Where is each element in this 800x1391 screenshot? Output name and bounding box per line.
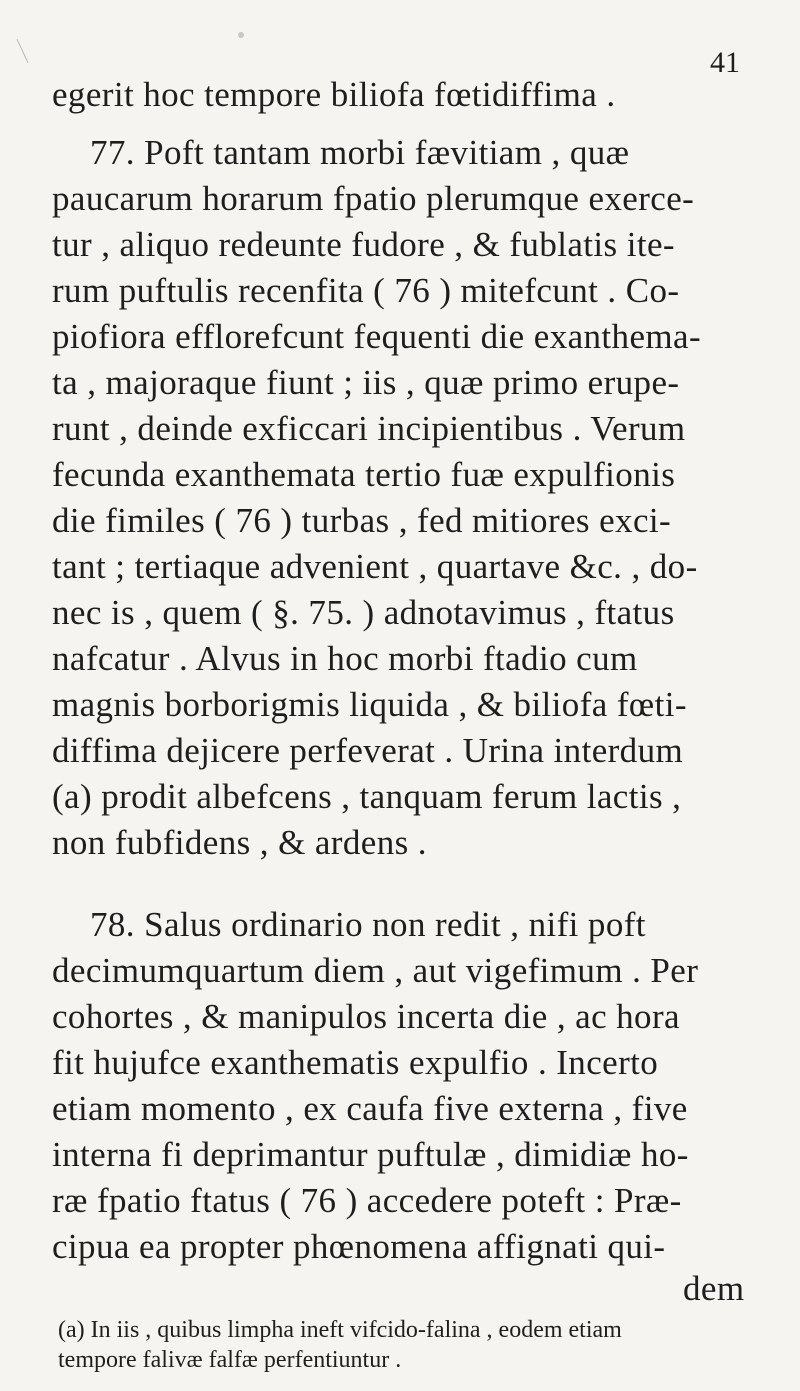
text-line: egerit hoc tempore biliofa fœtidiffima .: [52, 75, 616, 114]
text-line: interna fi deprimantur puftulæ , dimidiæ ho-: [52, 1135, 689, 1174]
text-line: non fubfidens , & ardens .: [52, 823, 427, 862]
text-line: etiam momento , ex caufa five externa , five: [52, 1089, 688, 1128]
text-line: runt , deinde exficcari incipientibus . Verum: [52, 409, 686, 448]
text-line: diffima dejicere perfeverat . Urina interdum: [52, 731, 684, 770]
text-line: die fimiles ( 76 ) turbas , fed mitiores exci-: [52, 501, 672, 540]
text-line: 77. Poft tantam morbi fævitiam , quæ: [90, 133, 630, 172]
text-line: decimumquartum diem , aut vigefimum . Per: [52, 951, 699, 990]
text-line: magnis borborigmis liquida , & biliofa fœti-: [52, 685, 687, 724]
footnote-line: tempore falivæ falfæ perfentiuntur .: [58, 1347, 402, 1373]
catchword: dem: [683, 1269, 745, 1308]
page-number: 41: [710, 46, 740, 79]
text-line: fecunda exanthemata tertio fuæ expulfionis: [52, 455, 676, 494]
text-line: cipua ea propter phœnomena affignati qui-: [52, 1227, 666, 1266]
text-line: paucarum horarum fpatio plerumque exerce-: [52, 179, 695, 218]
text-line: tant ; tertiaque advenient , quartave &c. , do-: [52, 547, 698, 586]
text-line: ræ fpatio ftatus ( 76 ) accedere poteft : Præ-: [52, 1181, 682, 1220]
text-line: 78. Salus ordinario non redit , nifi poft: [90, 905, 646, 944]
footnote-line: (a) In iis , quibus limpha ineft vifcido-falina , eodem etiam: [58, 1317, 622, 1343]
text-line: cohortes , & manipulos incerta die , ac hora: [52, 997, 680, 1036]
text-line: nafcatur . Alvus in hoc morbi ftadio cum: [52, 639, 638, 678]
text-line: fit hujufce exanthematis expulfio . Incerto: [52, 1043, 659, 1082]
text-line: ta , majoraque fiunt ; iis , quæ primo erupe-: [52, 363, 680, 402]
text-line: rum puftulis recenfita ( 76 ) mitefcunt . Co-: [52, 271, 680, 310]
text-line: tur , aliquo redeunte fudore , & fublatis ite-: [52, 225, 675, 264]
text-line: (a) prodit albefcens , tanquam ferum lactis ,: [52, 777, 682, 816]
text-line: piofiora efflorefcunt fequenti die exanthema-: [52, 317, 702, 356]
text-line: nec is , quem ( §. 75. ) adnotavimus , ftatus: [52, 593, 675, 632]
scan-mark: [238, 32, 244, 38]
scan-mark: [17, 39, 29, 63]
